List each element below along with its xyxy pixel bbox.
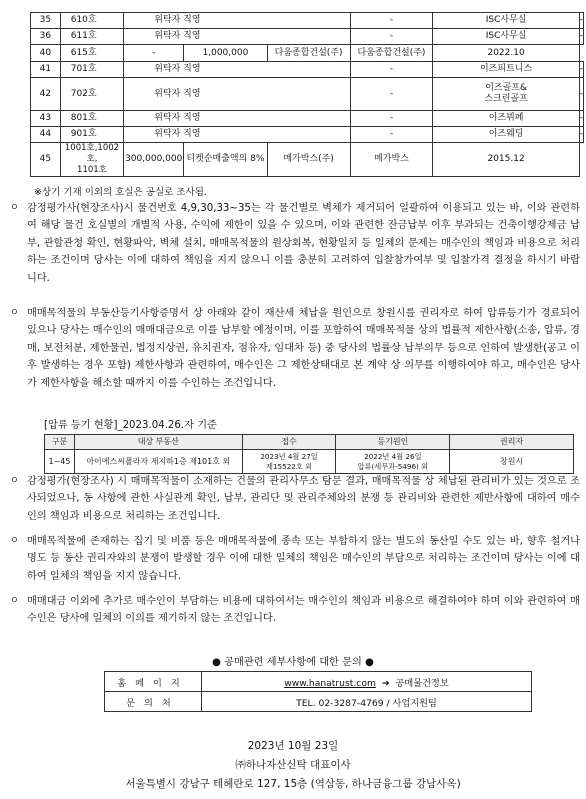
notice-paragraph — [10, 200, 580, 287]
tenant-cell: - — [350, 13, 433, 29]
bullet-icon: ㅇ — [10, 308, 19, 318]
homepage-link[interactable]: www.hanatrust.com — [284, 677, 376, 689]
tenant-cell: 메가박스(주) — [267, 143, 350, 177]
business-cell: 메가박스 — [350, 143, 433, 177]
period-cell: - — [579, 62, 583, 78]
rent-cell: 티켓순매출액의 8% — [184, 143, 267, 177]
column-header: 구분 — [45, 435, 75, 450]
contact-table — [104, 671, 532, 712]
homepage-path: 공매물건정보 — [395, 677, 449, 689]
table-row — [31, 111, 584, 127]
company-address: 서울특별시 강남구 테헤란로 127, 15층 (역삼동, 하나금융그룹 강남사옥) — [125, 778, 461, 790]
arrow-icon: ➔ — [381, 677, 390, 689]
period-cell: - — [579, 111, 583, 127]
period-cell: - — [579, 127, 583, 143]
column-header: 등기원인 — [336, 435, 450, 450]
tenant-cell: - — [350, 111, 433, 127]
tenant-cell: - — [350, 62, 433, 78]
table-row — [31, 13, 584, 29]
row-number: 44 — [31, 127, 61, 143]
notice-paragraph — [10, 533, 580, 585]
row-number: 45 — [31, 143, 61, 177]
table-row — [105, 692, 532, 712]
deposit-cell: - — [124, 45, 184, 62]
row-number: 35 — [31, 13, 61, 29]
paragraph-text: 매매목적물에 존재하는 집기 및 비품 등은 매매목적물에 종속 또는 부합하지 않는 별도의 동산일 수도 있는 바, 향후 철거나 명도 등 동산 권리자와의 분쟁이 발생할 경우 이에 대한 일체의 책임은 매수인의 부담으로 처리하는 조건이며 당사는 이에 대하여 일체의 책임을 지지 않습니다. — [27, 536, 580, 582]
company-name: ㈜하나자산신탁 대표이사 — [235, 759, 351, 771]
receipt-cell: 2023년 4월 27일 제15522호 외 — [242, 450, 336, 474]
contact-heading: ● 공매관련 세부사항에 대한 문의 ● — [212, 657, 374, 668]
unit-table — [30, 12, 584, 177]
unit-number: 611호 — [60, 29, 124, 45]
table-header — [45, 435, 574, 450]
paragraph-text: 매매대금 이외에 추가로 매수인이 부담하는 비용에 대하여서는 매수인의 책임과 비용으로 해결하여야 하며 이와 관련하여 매수인은 당사에 일체의 이의를 제기하지 않는 조건입니다. — [27, 596, 580, 625]
business-cell: ISC사무실 — [433, 29, 579, 45]
business-cell: 이즈골프& 스크린골프 — [433, 78, 579, 111]
period-cell: - — [579, 29, 583, 45]
usage-cell: 위탁자 직영 — [124, 78, 350, 111]
table-row — [31, 45, 584, 62]
deposit-cell: 300,000,000 — [124, 143, 184, 177]
rent-cell: 1,000,000 — [184, 45, 267, 62]
column-header: 접수 — [242, 435, 336, 450]
row-number: 42 — [31, 78, 61, 111]
period-cell: 2015.12 — [433, 143, 579, 177]
row-number: 43 — [31, 111, 61, 127]
period-cell: 2022.10 — [433, 45, 579, 62]
homepage-cell — [202, 672, 532, 692]
period-cell: - — [579, 78, 583, 111]
unit-number: 901호 — [60, 127, 124, 143]
cause-cell: 2022년 4월 26일 압류(세무과-5496) 외 — [336, 450, 450, 474]
usage-cell: 위탁자 직영 — [124, 127, 350, 143]
row-number: 41 — [31, 62, 61, 78]
tenant-cell: - — [350, 127, 433, 143]
notice-paragraph — [10, 305, 580, 392]
business-cell: 다움종합건설(주) — [350, 45, 433, 62]
notice-paragraph — [10, 473, 580, 525]
vacancy-note: ※상기 기재 이외의 호실은 공실로 조사됨. — [34, 187, 207, 198]
tenant-cell: - — [350, 29, 433, 45]
tenant-cell: 다움종합건설(주) — [267, 45, 350, 62]
table-row — [31, 78, 584, 111]
table-row — [31, 143, 584, 177]
period-cell: - — [579, 13, 583, 29]
table-row — [31, 127, 584, 143]
usage-cell: 위탁자 직영 — [124, 62, 350, 78]
seizure-title: [압류 등기 현황]_2023.04.26.자 기준 — [44, 420, 217, 431]
contact-label: 문의처 — [105, 692, 202, 712]
seizure-table — [44, 434, 574, 474]
business-cell: 이즈피트니스 — [433, 62, 579, 78]
tenant-cell: - — [350, 78, 433, 111]
column-header: 권리자 — [450, 435, 574, 450]
category-cell: 1~45 — [45, 450, 75, 474]
homepage-label: 홈페이지 — [105, 672, 202, 692]
business-cell: ISC사무실 — [433, 13, 579, 29]
paragraph-text: 감정평가사(현장조사)시 물건번호 4,9,30,33~35는 각 물건별로 벽체가 제거되어 일괄하여 이용되고 있는 바, 이와 관련하여 해당 물건 호실별의 개별적 사용, 수익에 제한이 있을 수 있으며, 이와 관련한 잔금납부 이후 부과되는 건축이행강제금 납부, 관할관청 확인, 현황파악, 벽체 설치, 매매목적물의 원상회복, 현황일치 등 일체의 문제는 매수인의 책임과 비용으로 처리하는 조건이며 당사는 이에 대하여 책임을 지지 않으니 이를 충분히 고려하여 입찰참가여부 및 입찰가격 결정을 하시기 바랍니다. — [27, 203, 580, 284]
row-number: 36 — [31, 29, 61, 45]
usage-cell: 위탁자 직영 — [124, 111, 350, 127]
unit-number: 615호 — [60, 45, 124, 62]
business-cell: 이즈뷔페 — [433, 111, 579, 127]
table-row — [105, 672, 532, 692]
paragraph-text: 감정평가(현장조사) 시 매매목적물이 소재하는 건물의 관리사무소 탐문 결과, 매매목적물 상 체납된 관리비가 있는 것으로 조사되었으나, 동 사항에 관한 사실관계 확인, 납부, 관리단 및 관리주체와의 분쟁 등 관리비와 관련한 제반사항에 대하여 매수인의 책임과 비용으로 처리하는 조건입니다. — [27, 476, 580, 522]
row-number: 40 — [31, 45, 61, 62]
bullet-icon: ㅇ — [10, 596, 19, 606]
property-cell: 아이에스씨플라자 제지하1층 제101호 외 — [74, 450, 242, 474]
issue-date: 2023년 10월 23일 — [247, 740, 339, 752]
unit-number: 701호 — [60, 62, 124, 78]
unit-number: 702호 — [60, 78, 124, 111]
usage-cell: 위탁자 직영 — [124, 13, 350, 29]
contact-value: TEL. 02-3287-4769 / 사업지원팀 — [202, 692, 532, 712]
right-holder-cell: 창원시 — [450, 450, 574, 474]
business-cell: 이즈웨딩 — [433, 127, 579, 143]
notice-paragraph — [10, 593, 580, 628]
usage-cell: 위탁자 직영 — [124, 29, 350, 45]
paragraph-text: 매매목적물의 부동산등기사항증명서 상 아래와 같이 재산세 체납을 원인으로 창원시를 권리자로 하여 압류등기가 경료되어 있으나 당사는 매수인의 매매대금으로 이를 납부할 예정이며, 이를 포함하여 매매목적물 상의 법률적 제한사항(소송, 압류, 경매, 보전처분, 제한물권, 법정지상권, 유치권자, 점유자, 임대차 등) 중 당사의 법률상 납부의무 등으로 인하여 발생한(공고 이후 발생하는 경우 포함) 제한사항과 관련하여, 매수인은 그 제한상태대로 본 계약 상 의무를 이행하여야 하고, 매수인은 당사가 제한사항을 해소할 때까지 이를 수인하는 조건입니다. — [27, 308, 580, 389]
unit-number: 610호 — [60, 13, 124, 29]
bullet-icon: ㅇ — [10, 536, 19, 546]
unit-number: 801호 — [60, 111, 124, 127]
table-row — [31, 29, 584, 45]
table-row — [31, 62, 584, 78]
table-row — [45, 450, 574, 474]
bullet-icon: ㅇ — [10, 476, 19, 486]
column-header: 대상 부동산 — [74, 435, 242, 450]
unit-number: 1001호,1002호, 1101호 — [60, 143, 124, 177]
bullet-icon: ㅇ — [10, 203, 19, 213]
